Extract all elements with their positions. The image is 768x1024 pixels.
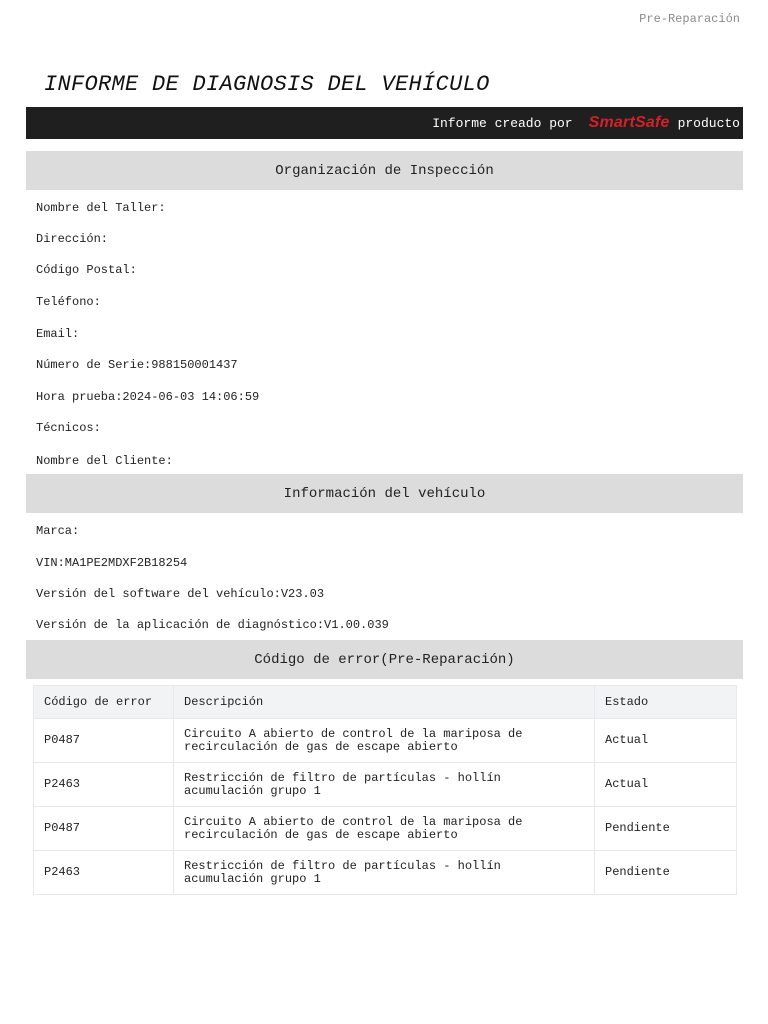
field-customer-name: Nombre del Cliente:: [36, 454, 173, 468]
field-postal-code: Código Postal:: [36, 263, 137, 277]
column-header-description: Descripción: [174, 686, 595, 719]
field-address: Dirección:: [36, 232, 109, 246]
description-line: recirculación de gas de escape abierto: [184, 827, 458, 842]
banner-prefix: Informe creado por: [432, 115, 573, 131]
field-vehicle-software-version: Versión del software del vehículo:V23.03: [36, 587, 325, 601]
error-status: Actual: [595, 763, 737, 807]
column-header-status: Estado: [595, 686, 737, 719]
table-row: [34, 719, 737, 763]
error-status: Actual: [595, 719, 737, 763]
error-code: P2463: [34, 763, 174, 807]
stage-tag: Pre-Reparación: [639, 12, 740, 26]
report-title: INFORME DE DIAGNOSIS DEL VEHÍCULO: [44, 72, 490, 97]
field-technicians: Técnicos:: [36, 421, 101, 435]
section-header-errors: Código de error(Pre-Reparación): [26, 640, 743, 679]
error-code-table: [33, 685, 737, 895]
table-row: [34, 851, 737, 895]
error-description: [174, 851, 595, 895]
error-code: P2463: [34, 851, 174, 895]
table-row: [34, 807, 737, 851]
column-header-code: Código de error: [34, 686, 174, 719]
section-header-vehicle: Información del vehículo: [26, 474, 743, 513]
creator-banner: [26, 107, 743, 139]
description-line: recirculación de gas de escape abierto: [184, 739, 458, 754]
error-code: P0487: [34, 719, 174, 763]
table-header-row: [34, 686, 737, 719]
brand-logo: SmartSafe: [588, 114, 670, 131]
field-diagnostic-app-version: Versión de la aplicación de diagnóstico:V1.00.039: [36, 618, 389, 632]
field-make: Marca:: [36, 524, 80, 538]
banner-suffix: producto: [677, 115, 740, 131]
field-email: Email:: [36, 327, 80, 341]
error-status: Pendiente: [595, 851, 737, 895]
table-row: [34, 763, 737, 807]
field-test-time: Hora prueba:2024-06-03 14:06:59: [36, 390, 260, 404]
error-status: Pendiente: [595, 807, 737, 851]
description-line: Restricción de filtro de partículas - hollín: [184, 770, 501, 785]
error-description: [174, 763, 595, 807]
error-code: P0487: [34, 807, 174, 851]
description-line: Circuito A abierto de control de la mariposa de: [184, 726, 523, 741]
section-header-inspection: Organización de Inspección: [26, 151, 743, 190]
field-vin: VIN:MA1PE2MDXF2B18254: [36, 556, 188, 570]
field-phone: Teléfono:: [36, 295, 101, 309]
field-workshop-name: Nombre del Taller:: [36, 201, 166, 215]
error-description: [174, 807, 595, 851]
description-line: Restricción de filtro de partículas - hollín: [184, 858, 501, 873]
field-serial-number: Número de Serie:988150001437: [36, 358, 238, 372]
description-line: Circuito A abierto de control de la mariposa de: [184, 814, 523, 829]
description-line: acumulación grupo 1: [184, 783, 321, 798]
description-line: acumulación grupo 1: [184, 871, 321, 886]
error-description: [174, 719, 595, 763]
